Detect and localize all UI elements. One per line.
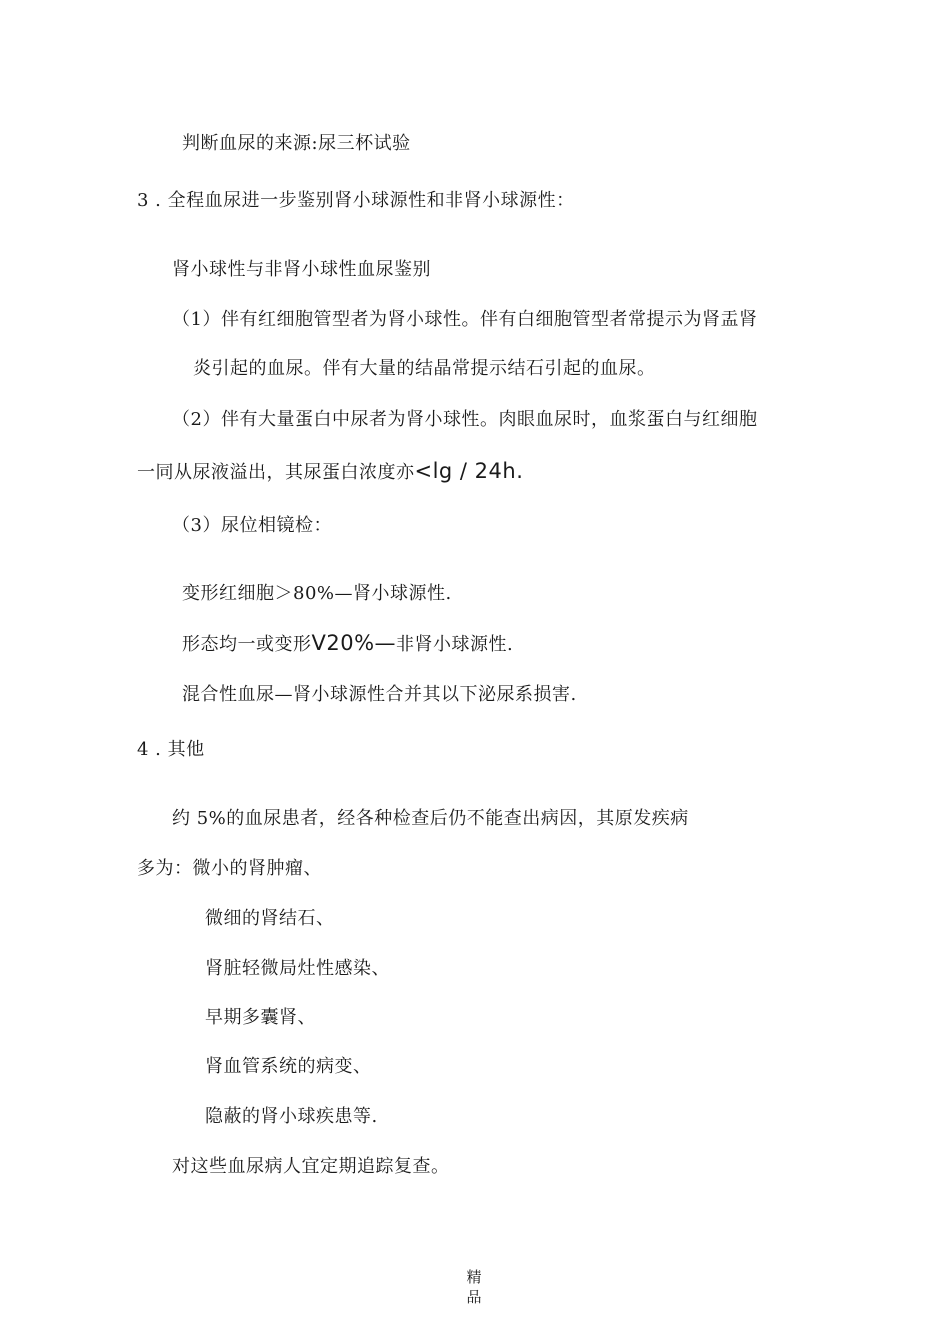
protein-threshold: <lg / 24h. — [414, 459, 524, 483]
list-item: 肾血管系统的病变、 — [205, 1056, 372, 1077]
paragraph-item-2-line-2 — [137, 459, 523, 485]
uniform-threshold: V20%— — [311, 631, 397, 655]
heading-section-4: 4 . 其他 — [137, 739, 205, 760]
paragraph-unknown-cause-line-1: 约 5%的血尿患者，经各种检查后仍不能查出病因，其原发疾病 — [172, 808, 689, 829]
footer-mark-line-1: 精 — [466, 1268, 482, 1286]
uniform-result: 非肾小球源性. — [396, 634, 514, 655]
list-item: 微细的肾结石、 — [205, 908, 335, 929]
paragraph-item-1-line-1: （1）伴有红细胞管型者为肾小球性。伴有白细胞管型者常提示为肾盂肾 — [172, 309, 758, 330]
list-item: 早期多囊肾、 — [205, 1007, 316, 1028]
paragraph-deformed-rbc: 变形红细胞＞80%—肾小球源性. — [182, 583, 452, 604]
paragraph-uniform-rbc — [182, 631, 513, 657]
paragraph-item-1-line-2: 炎引起的血尿。伴有大量的结晶常提示结石引起的血尿。 — [193, 358, 656, 379]
subheading-differentiation: 肾小球性与非肾小球性血尿鉴别 — [172, 259, 431, 280]
paragraph-mixed-hematuria: 混合性血尿—肾小球源性合并其以下泌尿系损害. — [182, 684, 577, 705]
paragraph-urine-source: 判断血尿的来源:尿三杯试验 — [182, 133, 411, 154]
item-2-text: 一同从尿液溢出，其尿蛋白浓度亦 — [137, 462, 415, 483]
paragraph-item-3: （3）尿位相镜检： — [172, 515, 332, 536]
uniform-text: 形态均一或变形 — [182, 634, 312, 655]
paragraph-unknown-cause-line-2: 多为：微小的肾肿瘤、 — [137, 858, 322, 879]
list-item: 隐蔽的肾小球疾患等. — [205, 1106, 378, 1127]
paragraph-follow-up: 对这些血尿病人宜定期追踪复查。 — [172, 1156, 450, 1177]
heading-section-3: 3 . 全程血尿进一步鉴别肾小球源性和非肾小球源性： — [137, 190, 575, 211]
footer-mark-line-2: 品 — [466, 1288, 482, 1306]
list-item: 肾脏轻微局灶性感染、 — [205, 958, 390, 979]
paragraph-item-2-line-1: （2）伴有大量蛋白中尿者为肾小球性。肉眼血尿时，血浆蛋白与红细胞 — [172, 409, 758, 430]
